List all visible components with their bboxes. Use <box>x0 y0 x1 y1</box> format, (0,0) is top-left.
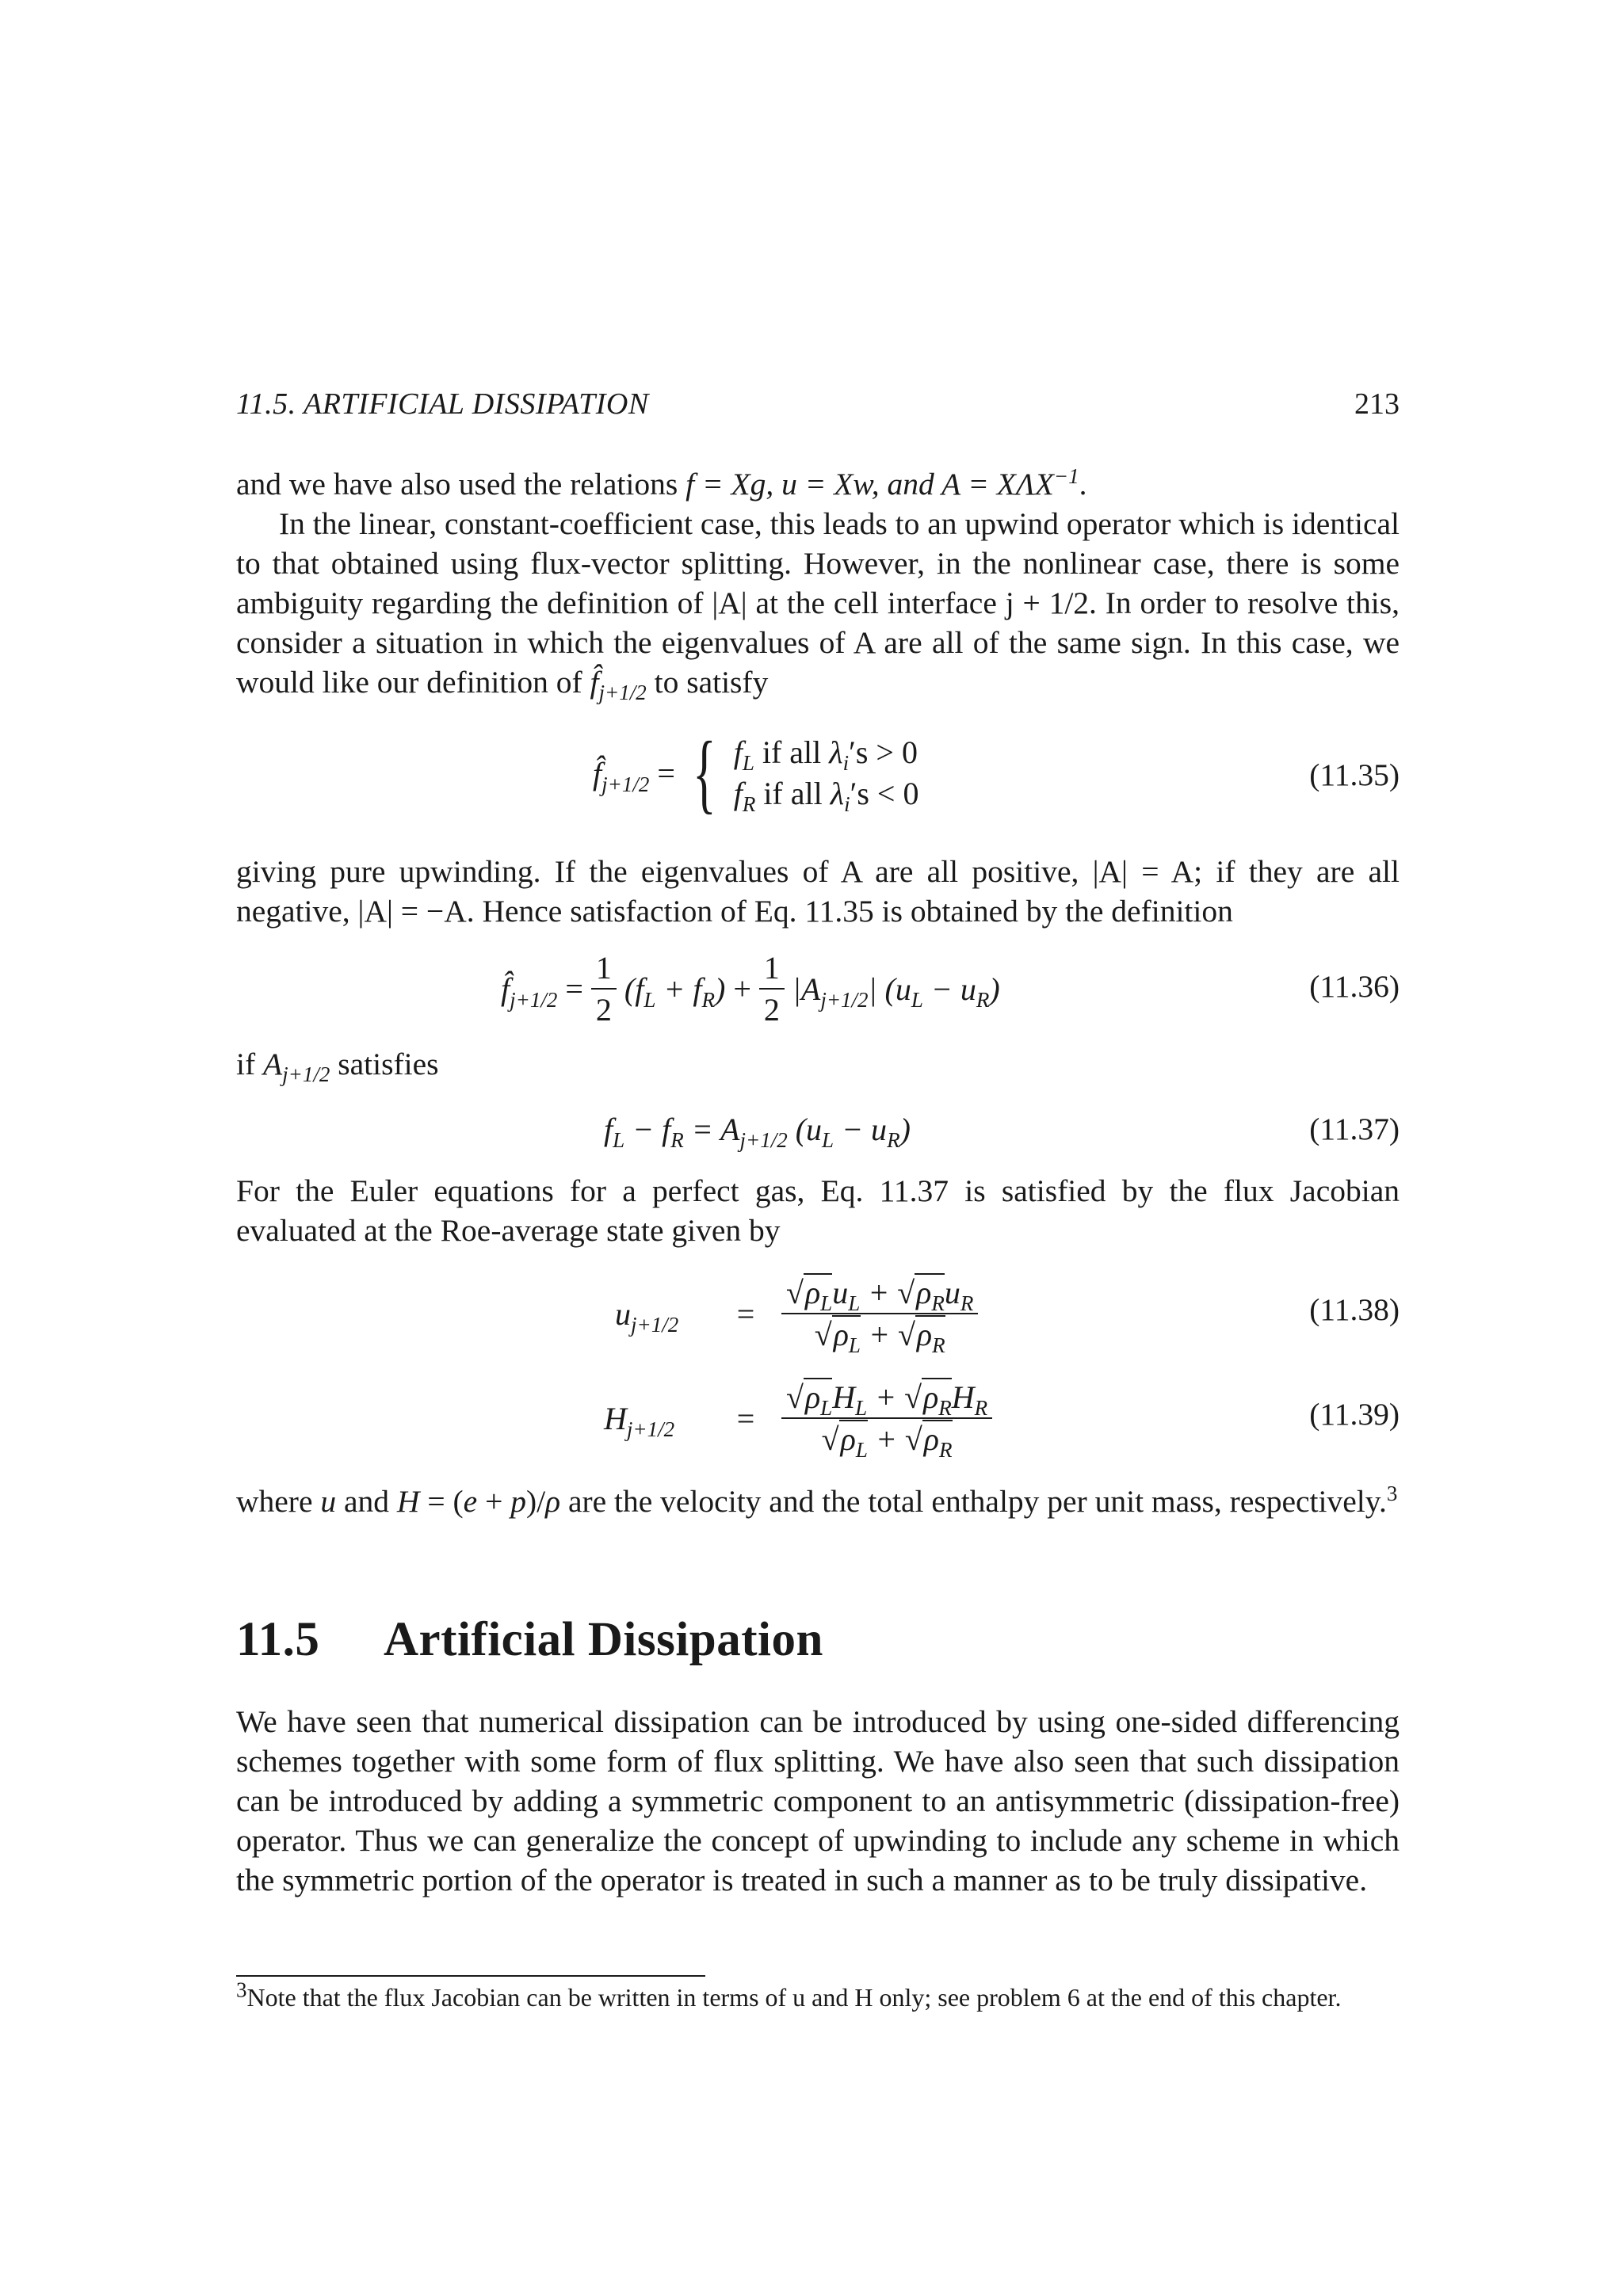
paragraph-if-satisfies: if $A_{j+1/2}$ satisfies <box>236 1047 439 1086</box>
equation-number-11-38: (11.38) <box>1309 1292 1400 1327</box>
paragraph-artificial-dissipation: We have seen that numerical dissipation can be introduced by using one-sided differencing schemes together with some form of flux splitting. We have also seen that such dissipation can be introduced by adding a symmetric component to an antisymmetric (dissipation-free) operator. Thus we can generalize the concept of upwinding to include any scheme in which the symmetric portion of the operator is treated in such a manner as to be truly dissipative. <box>236 1704 1400 1897</box>
section-title: Artificial Dissipation <box>384 1613 823 1666</box>
footnote <box>236 1978 1400 2014</box>
equation-11-37: $f_L - f_R = A_{j+1/2}$ $(u_L - u_R)$ <box>604 1112 911 1152</box>
equation-11-38: $u_{j+1/2}$ = $\frac{√\rho_Lu_L + √\rho_Ru_R}{√\rho_L + √\rho_R}$ <box>615 1274 978 1353</box>
equation-number-11-39: (11.39) <box>1309 1397 1400 1432</box>
footnote-rule <box>236 1975 705 1977</box>
equation-11-39: $H_{j+1/2}$ = $\frac{√\rho_LH_L + √\rho_RH_R}{√\rho_L + √\rho_R}$ <box>604 1379 992 1458</box>
para1-text: and we have also used the relations <box>236 467 678 502</box>
running-head <box>236 387 1400 425</box>
fhat-inline: $f̂_{j+1/2}$ <box>590 665 647 704</box>
para2-text: In the linear, constant-coefficient case, this leads to an upwind operator which is identical to that obtained using flux-vector splitting. However, in the nonlinear case, there is some ambiguity regarding the definition of |A| at the cell interface j + 1/2. In order to resolve this, consider a situation in which the eigenvalues of A are all of the same sign. In this case, we would like our definition of <box>236 506 1400 700</box>
paragraph-upwinding: giving pure upwinding. If the eigenvalues of A are all positive, |A| = A; if they are all negative, |A| = −A. Hence satisfaction of Eq. 11.35 is obtained by the definition <box>236 854 1400 929</box>
section-number: 11.5 <box>236 1613 320 1666</box>
para2-end: to satisfy <box>654 665 769 700</box>
footnote-mark: 3 <box>236 1978 247 2002</box>
equation-number-11-36: (11.36) <box>1309 969 1400 1004</box>
roe-h-fraction: $\frac{√\rho_LH_L + √\rho_RH_R}{√\rho_L + √\rho_R}$ <box>781 1379 992 1458</box>
fraction-half-2: $\frac{1}{2}$ <box>759 949 785 1028</box>
eq-11-35-lhs: $f̂_{j+1/2}$ <box>593 755 650 796</box>
equation-number-11-35: (11.35) <box>1309 757 1400 792</box>
footnote-text: Note that the flux Jacobian can be written in terms of u and H only; see problem 6 at the end of this chapter. <box>246 1983 1342 2012</box>
equation-number-11-37: (11.37) <box>1309 1112 1400 1146</box>
paragraph-ambiguity <box>236 504 1400 702</box>
paragraph-relations: and we have also used the relations f = Xg, u = Xw, and $A = X\Lambda X^{-1}$. <box>236 463 1087 502</box>
paragraph-euler: For the Euler equations for a perfect gas, Eq. 11.37 is satisfied by the flux Jacobian evaluated at the Roe-average state given by <box>236 1173 1400 1248</box>
para1-math: f = Xg, u = Xw, and $A = X\Lambda X^{-1}$ <box>685 463 1079 502</box>
running-head-title: 11.5. ARTIFICIAL DISSIPATION <box>236 387 649 421</box>
equation-11-35: $f̂_{j+1/2}$ = { $f_L$ if all $\lambda_i's > 0$ $f_R$ if all $\lambda_i's < 0$ <box>593 724 919 822</box>
paragraph-enthalpy: where u and H = (e + p)/ρ are the velocity and the total enthalpy per unit mass, respectively.$^3$ <box>236 1481 1398 1519</box>
roe-u-fraction: $\frac{√\rho_Lu_L + √\rho_Ru_R}{√\rho_L + √\rho_R}$ <box>781 1274 978 1353</box>
section-heading <box>236 1612 823 1668</box>
left-brace: { <box>693 724 716 822</box>
fraction-half: $\frac{1}{2}$ <box>591 949 617 1028</box>
footnote-marker[interactable]: 3 <box>1386 1481 1398 1505</box>
page-number: 213 <box>1354 387 1400 421</box>
equation-11-36: $f̂_{j+1/2}$ = $\frac{1}{2}$ $(f_L + f_R)$ + $\frac{1}{2}$ $|A_{j+1/2}|$ $(u_L - u_R)$ <box>501 950 1000 1028</box>
eq-11-35-cases: $f_L$ if all $\lambda_i's > 0$ $f_R$ if all $\lambda_i's < 0$ <box>733 734 919 816</box>
